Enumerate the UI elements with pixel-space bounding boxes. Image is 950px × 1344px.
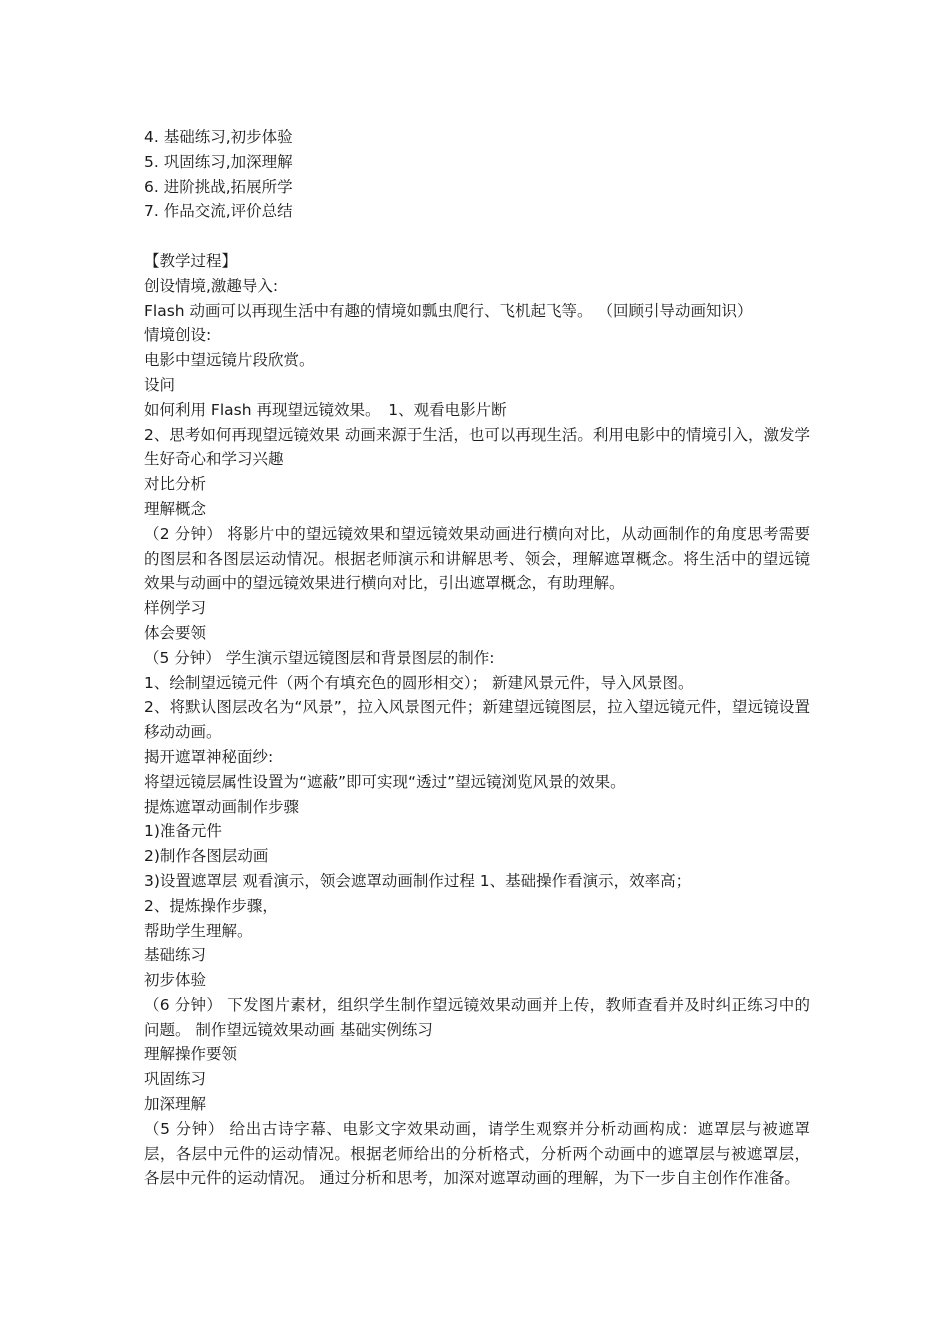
paragraph: 情境创设: [144, 326, 212, 345]
step-item: 5. 巩固练习,加深理解 [144, 152, 293, 171]
paragraph: 将望远镜层属性设置为“遮蔽”即可实现“透过”望远镜浏览风景的效果。 [144, 772, 626, 791]
paragraph: 2、思考如何再现望远镜效果 动画来源于生活，也可以再现生活。利用电影中的情境引入，激发学生好奇心和学习兴趣 [144, 425, 810, 469]
paragraph: 帮助学生理解。 [144, 921, 253, 940]
paragraph: 提炼遮罩动画制作步骤 [144, 797, 300, 816]
steps-list [144, 125, 810, 224]
paragraph: 如何利用 Flash 再现望远镜效果。 1、观看电影片断 [144, 400, 507, 419]
paragraph: Flash 动画可以再现生活中有趣的情境如瓢虫爬行、飞机起飞等。 （回顾引导动画知识） [144, 301, 753, 320]
teaching-process-section [144, 249, 810, 1191]
paragraph: 加深理解 [144, 1095, 207, 1114]
step-item: 6. 进阶挑战,拓展所学 [144, 177, 293, 196]
paragraph: 理解概念 [144, 499, 207, 518]
paragraph: 理解操作要领 [144, 1045, 238, 1064]
paragraph: 1、绘制望远镜元件（两个有填充色的圆形相交）； 新建风景元件，导入风景图。 [144, 673, 694, 692]
paragraph: 基础练习 [144, 946, 207, 965]
paragraph: 2、将默认图层改名为“风景”，拉入风景图元件；新建望远镜图层，拉入望远镜元件，望远镜设置移动动画。 [144, 698, 810, 742]
section-gap [144, 224, 810, 249]
paragraph: 揭开遮罩神秘面纱: [144, 747, 274, 766]
paragraph: 3)设置遮罩层 观看演示，领会遮罩动画制作过程 1、基础操作看演示，效率高； [144, 871, 692, 890]
paragraph: 初步体验 [144, 971, 207, 990]
paragraph: 1)准备元件 [144, 822, 222, 841]
document-page [144, 125, 810, 1191]
paragraph: 2、提炼操作步骤， [144, 896, 278, 915]
paragraph: 体会要领 [144, 623, 207, 642]
paragraph: （5 分钟） 给出古诗字幕、电影文字效果动画，请学生观察并分析动画构成：遮罩层与被遮罩层，各层中元件的运动情况。根据老师给出的分析格式，分析两个动画中的遮罩层与被遮罩层，各层中元件的运动情况。 通过分析和思考，加深对遮罩动画的理解，为下一步自主创作作准备。 [144, 1119, 810, 1188]
paragraph: 设问 [144, 375, 176, 394]
paragraph: 电影中望远镜片段欣赏。 [144, 351, 315, 370]
paragraph: （5 分钟） 学生演示望远镜图层和背景图层的制作: [144, 648, 495, 667]
step-item: 7. 作品交流,评价总结 [144, 202, 293, 221]
step-item: 4. 基础练习,初步体验 [144, 128, 293, 146]
paragraph: 创设情境,激趣导入: [144, 276, 279, 295]
paragraph: 对比分析 [144, 475, 207, 494]
paragraph: 样例学习 [144, 599, 207, 618]
paragraph: 巩固练习 [144, 1070, 207, 1089]
paragraph: 2)制作各图层动画 [144, 847, 269, 866]
paragraph: （2 分钟） 将影片中的望远镜效果和望远镜效果动画进行横向对比，从动画制作的角度思考需要的图层和各图层运动情况。根据老师演示和讲解思考、领会，理解遮罩概念。将生活中的望远镜效果与动画中的望远镜效果进行横向对比，引出遮罩概念，有助理解。 [144, 524, 810, 593]
paragraph: （6 分钟） 下发图片素材，组织学生制作望远镜效果动画并上传，教师查看并及时纠正练习中的问题。 制作望远镜效果动画 基础实例练习 [144, 995, 810, 1039]
section-heading: 【教学过程】 [144, 251, 238, 270]
